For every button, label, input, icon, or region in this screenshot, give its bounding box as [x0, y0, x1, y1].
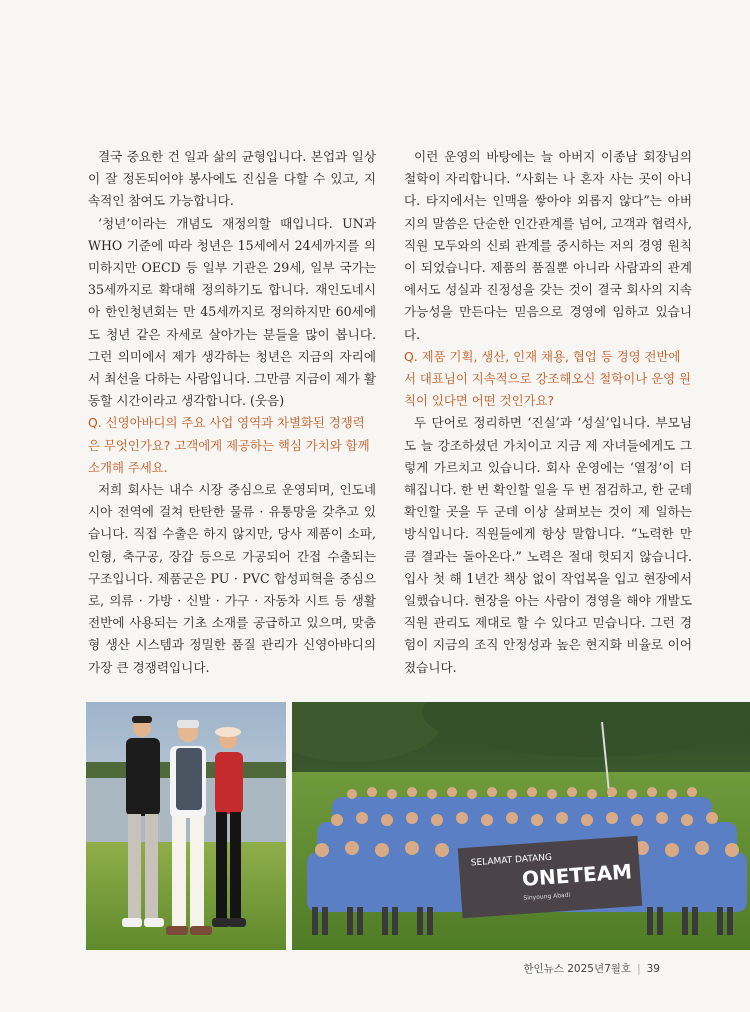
interview-answer: 두 단어로 정리하면 ‘진실’과 ‘성실’입니다. 부모님도 늘 강조하셨던 가치이고 지금 제 자녀들에게도 그렇게 가르치고 있습니다. 회사 운영에는 ‘열정’이 더해집니다. 한 번 확인할 일을 두 번 점검하고, 한 군데 확인할 곳을 두 군데 이상 살펴보는 것이 제 일하는 방식입니다. 직원들에게 항상 말합니다. “노력한 만큼 결과는 돌아온다.” 노력은 절대 헛되지 않습니다. 입사 첫 해 1년간 책상 없이 작업복을 입고 현장에서 일했습니다. 현장을 아는 사람이 경영을 해야 개발도 직원 관리도 제대로 할 수 있다고 믿습니다. 그런 경험이 지금의 조직 안정성과 높은 현지화 비율로 이어졌습니다. — [404, 415, 692, 675]
left-column — [88, 146, 376, 679]
banner-welcome: SELAMAT DATANG — [470, 852, 553, 869]
footer-divider: | — [637, 963, 641, 975]
oneteam-banner — [458, 836, 642, 918]
page-number: 39 — [646, 963, 660, 975]
body-paragraph: 결국 중요한 건 일과 삶의 균형입니다. 본업과 일상이 잘 정돈되어야 봉사에도 진심을 다할 수 있고, 지속적인 참여도 가능합니다. — [88, 149, 376, 209]
interview-answer: 저희 회사는 내수 시장 중심으로 운영되며, 인도네시아 전역에 걸쳐 탄탄한 물류 · 유통망을 갖추고 있습니다. 직접 수출은 하지 않지만, 당사 제품이 소파, 인형, 축구공, 장갑 등으로 가공되어 간접 수출되는 구조입니다. 제품군은 PU · PVC 합성피혁을 중심으로, 의류 · 가방 · 신발 · 가구 · 자동차 시트 등 생활 전반에 사용되는 기초 소재를 공급하고 있으며, 맞춤형 생산 시스템과 정밀한 품질 관리가 신영아바디의 가장 큰 경쟁력입니다. — [88, 482, 376, 675]
interview-question: Q. 신영아바디의 주요 사업 영역과 차별화된 경쟁력은 무엇인가요? 고객에게 제공하는 핵심 가치와 함께 소개해 주세요. — [88, 415, 370, 475]
banner-subtitle: Sinyoung Abadi — [523, 891, 571, 902]
body-paragraph: ‘청년’이라는 개념도 재정의할 때입니다. UN과 WHO 기준에 따라 청년은 15세에서 24세까지를 의미하지만 OECD 등 일부 기관은 29세, 일부 국가는 35세까지로 확대해 정의하기도 합니다. 재인도네시아 한인청년회는 만 45세까지로 정의하지만 60세에도 청년 같은 자세로 살아가는 분들을 많이 봅니다. 그런 의미에서 제가 생각하는 청년은 지금의 자리에서 최선을 다하는 사람입니다. 그만큼 지금이 제가 활동할 시간이라고 생각합니다. (웃음) — [88, 215, 376, 409]
body-paragraph: 이런 운영의 바탕에는 늘 아버지 이종남 회장님의 철학이 자리합니다. “사회는 나 혼자 사는 곳이 아니다. 타지에서는 인맥을 쌓아야 외롭지 않다”는 아버지의 말씀은 단순한 인간관계를 넘어, 고객과 협력사, 직원 모두와의 신뢰 관계를 중시하는 저의 경영 원칙이 되었습니다. 제품의 품질뿐 아니라 사람과의 관계에서도 성실과 진정성을 갖는 것이 결국 회사의 지속가능성을 만든다는 믿음으로 경영에 임하고 있습니다. — [404, 149, 692, 342]
right-column — [404, 146, 692, 679]
golf-photo — [86, 702, 286, 950]
banner-title: ONETEAM — [521, 859, 633, 891]
group-photo — [292, 702, 750, 950]
page-footer — [523, 961, 660, 976]
magazine-issue: 한인뉴스 2025년7월호 — [523, 963, 632, 975]
interview-question: Q. 제품 기획, 생산, 인재 채용, 협업 등 경영 전반에서 대표님이 지속적으로 강조해오신 철학이나 운영 원칙이 있다면 어떤 것인가요? — [404, 348, 691, 409]
